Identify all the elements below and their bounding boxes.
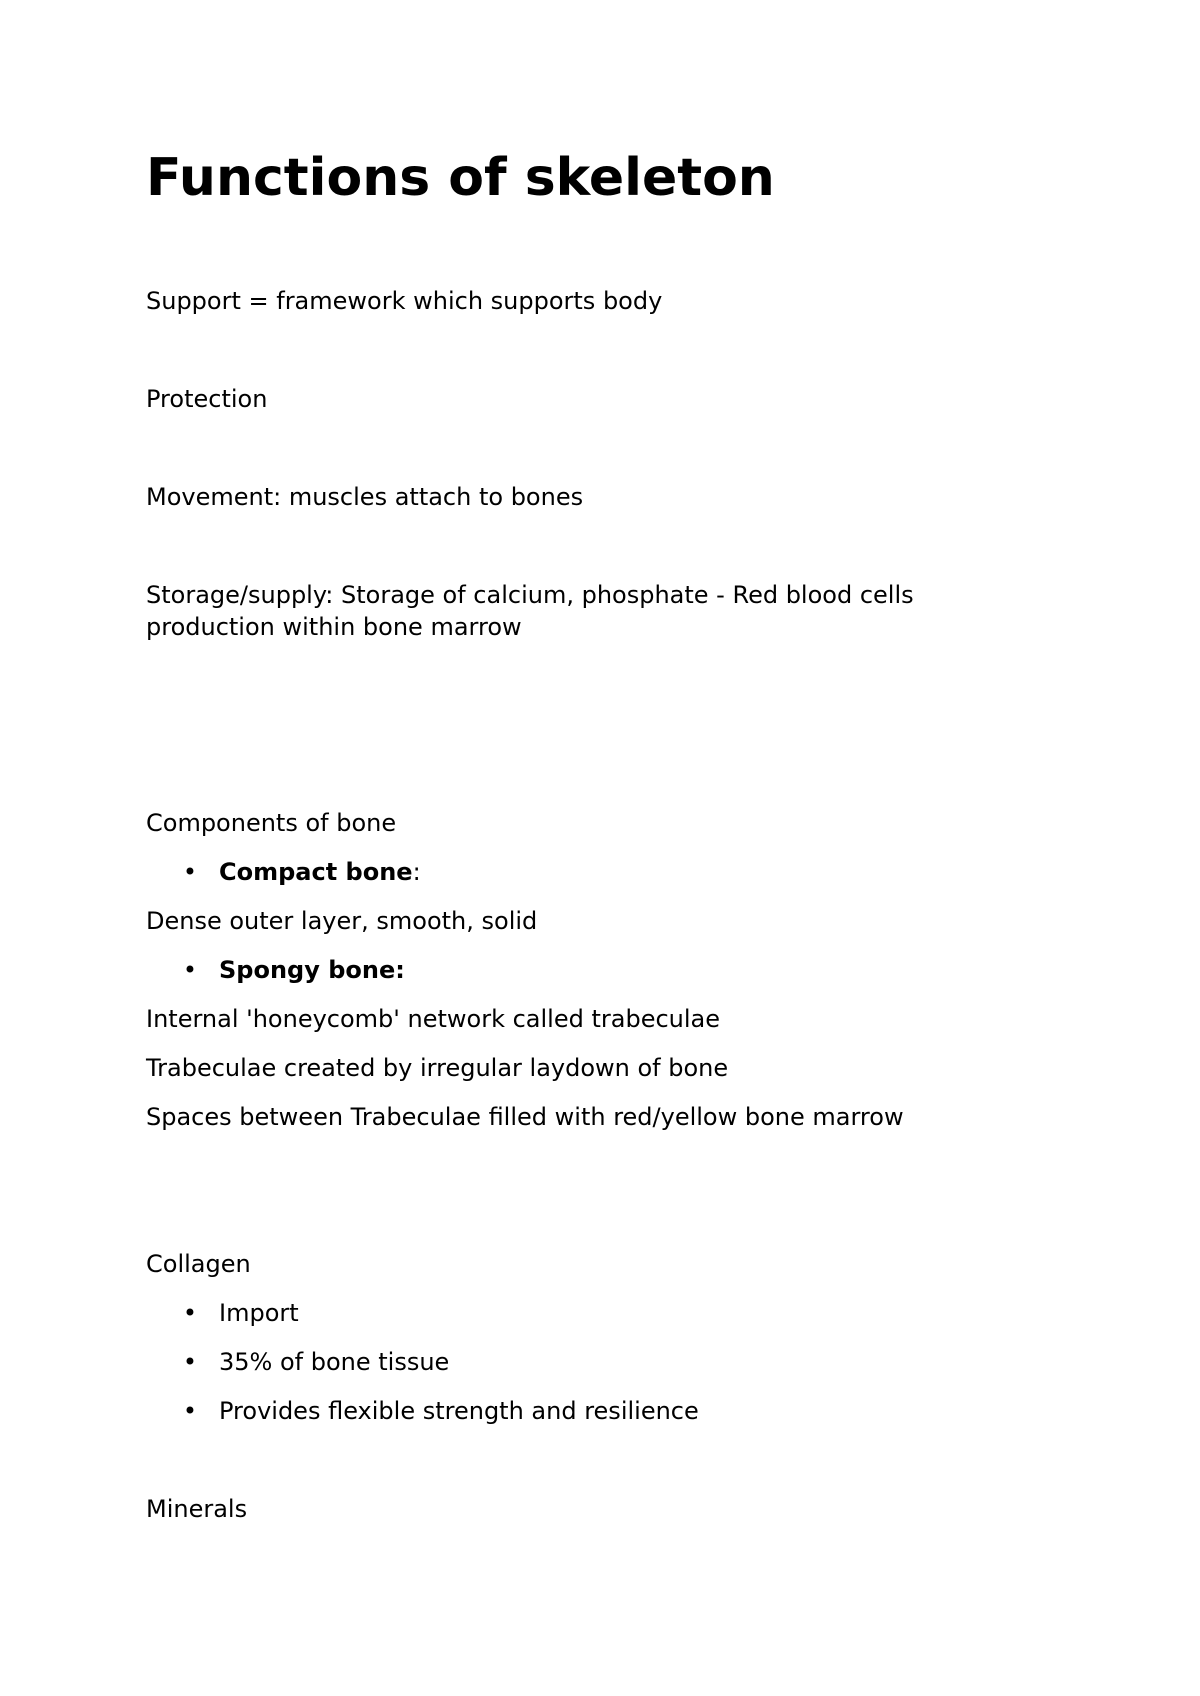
compact-bone-description: Dense outer layer, smooth, solid bbox=[146, 907, 538, 935]
movement-text: Movement: muscles attach to bones bbox=[146, 483, 584, 511]
collagen-heading: Collagen bbox=[146, 1250, 251, 1278]
compact-bone-text bbox=[219, 856, 421, 888]
spongy-bone-label bbox=[219, 954, 405, 986]
bullet-icon: • bbox=[182, 858, 198, 886]
bullet-icon: • bbox=[182, 1299, 198, 1327]
spongy-bone-description-3: Spaces between Trabeculae filled with red/yellow bone marrow bbox=[146, 1103, 904, 1131]
collagen-item-text: Provides flexible strength and resilience bbox=[219, 1397, 699, 1425]
compact-bone-colon: : bbox=[412, 858, 421, 886]
support-text: Support = framework which supports body bbox=[146, 287, 663, 315]
spongy-bone-description-1: Internal 'honeycomb' network called trabeculae bbox=[146, 1005, 721, 1033]
storage-text-line1: Storage/supply: Storage of calcium, phosphate - Red blood cells bbox=[146, 581, 914, 609]
components-heading: Components of bone bbox=[146, 809, 397, 837]
bullet-icon: • bbox=[182, 1348, 198, 1376]
collagen-item-text: Import bbox=[219, 1299, 299, 1327]
minerals-heading: Minerals bbox=[146, 1495, 248, 1523]
bullet-icon: • bbox=[182, 956, 198, 984]
spongy-bone-label-text: Spongy bone: bbox=[219, 956, 405, 984]
protection-text: Protection bbox=[146, 385, 268, 413]
compact-bone-label: Compact bone bbox=[219, 858, 413, 886]
spongy-bone-description-2: Trabeculae created by irregular laydown of bone bbox=[146, 1054, 729, 1082]
page-title: Functions of skeleton bbox=[146, 148, 775, 208]
collagen-item-text: 35% of bone tissue bbox=[219, 1348, 450, 1376]
bullet-icon: • bbox=[182, 1397, 198, 1425]
storage-text-line2: production within bone marrow bbox=[146, 613, 522, 641]
